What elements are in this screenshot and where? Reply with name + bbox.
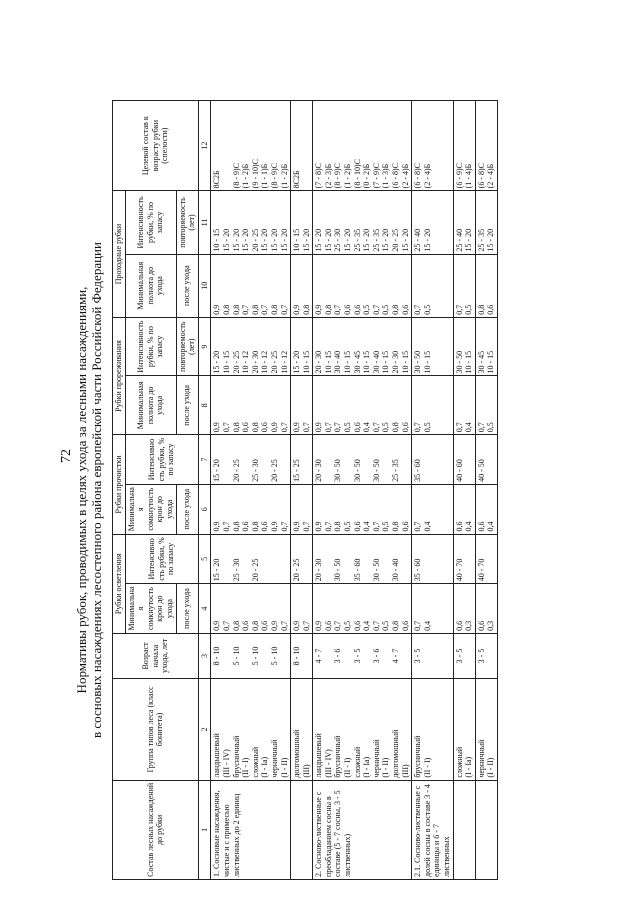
cell-target-composition: 8С2Б [291, 101, 313, 191]
cell-c11: 25 - 40 15 - 20 [412, 191, 453, 254]
column-number: 1 [198, 780, 211, 879]
cell-c10: 0,9 0,8 0,8 0,7 0,8 0,7 0,8 0,7 [211, 254, 291, 317]
cell-forest-group: сложный (I - Ia) [453, 679, 475, 781]
cell-start-age: 3 - 5 [475, 633, 497, 678]
header-after-4: после ухода [176, 584, 198, 634]
table-row [453, 101, 475, 880]
document-title [74, 90, 104, 890]
header-after-6: после ухода [176, 484, 198, 534]
table-row [313, 101, 412, 880]
cell-c9: 20 - 30 10 - 15 30 - 40 10 - 15 30 - 45 10 - 15 30 - 40 10 - 15 20 - 30 10 - 15 [313, 317, 412, 376]
header-repeat-9: повторяемость (лет) [176, 317, 198, 376]
header-min-density-4: Минимальная сомкнутость крон до ухода [125, 584, 176, 634]
cell-c10: 0,9 0,8 [291, 254, 313, 317]
cell-start-age: 8 - 10 [291, 633, 313, 678]
cell-c7: 15 - 20 20 - 25 25 - 30 20 - 25 [211, 435, 291, 485]
header-min-fullness-8: Минимальная полнота до ухода [125, 376, 176, 435]
cell-c7: 15 - 25 [291, 435, 313, 485]
column-number-row [198, 101, 211, 880]
cell-composition: 2. Сосново-лиственные с преобладанием сосны в составе (5 - 7 сосны, 3 - 5 лиственных) [313, 780, 412, 879]
cell-c4: 0,6 0,3 [453, 584, 475, 634]
cell-forest-group: черничный (I - II) [475, 679, 497, 781]
cell-c6: 0,9 0,7 [291, 484, 313, 534]
cell-c9: 15 - 20 10 - 15 [291, 317, 313, 376]
column-number: 9 [198, 317, 211, 376]
cell-composition: 1. Сосновые насаждения, чистые и с примесью лиственных до 2 единиц [211, 780, 291, 879]
header-composition: Состав лесных насаждений до рубки [113, 780, 199, 879]
cell-forest-group: долгомошный (III) [291, 679, 313, 781]
cell-target-composition: (6 - 8)С (2 - 4)Б [412, 101, 453, 191]
header-intensity-7: Интенсивность рубки, % по запасу [125, 435, 198, 485]
header-osvetlenie: Рубки осветления [113, 534, 126, 633]
cell-c8: 0,7 0,5 [475, 376, 497, 435]
cell-c11: 25 - 35 15 - 20 [475, 191, 497, 254]
cell-c7: 40 - 60 [453, 435, 475, 485]
cell-c6: 0,7 0,4 [412, 484, 453, 534]
cell-c5: 40 - 70 [453, 534, 475, 584]
cell-start-age: 3 - 5 [453, 633, 475, 678]
cell-c9: 15 - 20 10 - 15 20 - 25 10 - 12 20 - 30 10 - 12 20 - 25 10 - 12 [211, 317, 291, 376]
page-number: 72 [59, 449, 74, 463]
cell-c10: 0,9 0,8 0,7 0,6 0,6 0,5 0,7 0,5 0,8 0,6 [313, 254, 412, 317]
cell-c5: 15 - 20 25 - 30 20 - 25 [211, 534, 291, 584]
table-row [412, 101, 453, 880]
cell-c6: 0,9 0,7 0,8 0,6 0,8 0,6 0,9 0,7 [211, 484, 291, 534]
header-prokhodnye: Проходные рубки [113, 191, 126, 317]
cell-target-composition: (7 - 8)С (2 - 3)Б (8 - 9)С (1 - 2)Б (8 - 10)С (0 - 2)Б (7 - 9)С (1 - 3)Б (6 - 8)С (2 - 4)Б [313, 101, 412, 191]
header-intensity-11: Интенсивность рубки, % по запасу [125, 191, 176, 254]
cell-composition [291, 780, 313, 879]
cell-c8: 0,7 0,5 [412, 376, 453, 435]
header-prochistka: Рубки прочистки [113, 435, 126, 534]
cell-c7: 35 - 60 [412, 435, 453, 485]
cell-c7: 40 - 50 [475, 435, 497, 485]
cell-c5: 20 - 30 30 - 50 35 - 60 30 - 50 30 - 40 [313, 534, 412, 584]
header-target-composition: Целевой состав к возрасту рубки (спелости) [113, 101, 199, 191]
cell-target-composition: (6 - 9)С (1 - 4)Б [453, 101, 475, 191]
header-intensity-9: Интенсивность рубки, % по запасу [125, 317, 176, 376]
cell-composition [475, 780, 497, 879]
cell-c6: 0,6 0,4 [453, 484, 475, 534]
table-row [211, 101, 291, 880]
cell-c5: 40 - 70 [475, 534, 497, 584]
cell-c10: 0,7 0,5 [412, 254, 453, 317]
cell-target-composition: (6 - 8)С (2 - 4)Б [475, 101, 497, 191]
cell-c7: 20 - 30 30 - 50 30 - 50 30 - 50 25 - 35 [313, 435, 412, 485]
title-line-2: в сосновых насаждениях лесостепного района европейской части Российской Федерации [89, 242, 104, 738]
column-number: 12 [198, 101, 211, 191]
header-after-10: после ухода [176, 254, 198, 317]
cell-forest-group: ландышевый (III - IV) брусничный (II - I) сложный (I - Ia) черничный (I - II) [211, 679, 291, 781]
cell-forest-group: ландышевый (III - IV) брусничный (II - I) сложный (I - Ia) черничный (I - II) долгомошный (III) [313, 679, 412, 781]
cell-c11: 25 - 40 15 - 20 [453, 191, 475, 254]
cell-forest-group: брусничный (II - I) [412, 679, 453, 781]
column-number: 4 [198, 584, 211, 634]
cell-composition: 2.1. Сосново-лиственные с долей сосны в составе 3 - 4 единицы и 6 - 7 лиственных [412, 780, 453, 879]
header-prorezhivanie: Рубки прореживания [113, 317, 126, 434]
cell-c4: 0,7 0,4 [412, 584, 453, 634]
header-min-density-6: Минимальная сомкнутость крон до ухода [125, 484, 176, 534]
cell-composition [453, 780, 475, 879]
table-row [475, 101, 497, 880]
column-number: 6 [198, 484, 211, 534]
cell-c9: 30 - 50 10 - 15 [453, 317, 475, 376]
column-number: 3 [198, 633, 211, 678]
cell-c5: 35 - 60 [412, 534, 453, 584]
cell-c8: 0,9 0,7 0,7 0,5 0,6 0,4 0,7 0,5 0,8 0,6 [313, 376, 412, 435]
cell-start-age: 4 - 7 3 - 6 3 - 5 3 - 6 4 - 7 [313, 633, 412, 678]
cell-c5: 20 - 25 [291, 534, 313, 584]
cell-c6: 0,6 0,4 [475, 484, 497, 534]
column-number: 11 [198, 191, 211, 254]
header-intensity-5: Интенсивность рубки, % по запасу [125, 534, 198, 584]
cell-c11: 15 - 20 15 - 20 25 - 30 15 - 20 25 - 35 15 - 20 25 - 35 15 - 20 20 - 25 15 - 20 [313, 191, 412, 254]
header-forest-group: Группа типов леса (класс бонитета) [113, 679, 199, 781]
cell-target-composition: 8С2Б (8 - 9)С (1 - 2)Б (9 - 10)С (1 - 1)Б (8 - 9)С (1 - 2)Б [211, 101, 291, 191]
table-row [291, 101, 313, 880]
cell-c8: 0,9 0,7 [291, 376, 313, 435]
cell-c6: 0,9 0,7 0,8 0,5 0,6 0,4 0,7 0,5 0,8 0,6 [313, 484, 412, 534]
header-start-age: Возраст начала ухода, лет [113, 633, 199, 678]
cell-c8: 0,7 0,4 [453, 376, 475, 435]
cell-c4: 0,9 0,7 0,8 0,6 0,8 0,6 0,9 0,7 [211, 584, 291, 634]
header-repeat-11: повторяемость (лет) [176, 191, 198, 254]
cell-c4: 0,9 0,6 0,7 0,5 0,6 0,4 0,7 0,5 0,8 0,6 [313, 584, 412, 634]
column-number: 8 [198, 376, 211, 435]
cell-c10: 0,8 0,6 [475, 254, 497, 317]
cell-start-age: 3 - 5 [412, 633, 453, 678]
cell-c11: 10 - 15 15 - 20 15 - 20 15 - 20 20 - 25 15 - 20 15 - 20 15 - 20 [211, 191, 291, 254]
cell-c8: 0,9 0,7 0,8 0,6 0,8 0,6 0,9 0,7 [211, 376, 291, 435]
title-line-1: Нормативы рубок, проводимых в целях ухода за лесными насаждениями, [74, 286, 89, 694]
column-number: 2 [198, 679, 211, 781]
cell-c4: 0,9 0,7 [291, 584, 313, 634]
column-number: 7 [198, 435, 211, 485]
header-after-8: после ухода [176, 376, 198, 435]
header-min-fullness-10: Минимальная полнота до ухода [125, 254, 176, 317]
cell-c9: 30 - 45 10 - 15 [475, 317, 497, 376]
column-number: 10 [198, 254, 211, 317]
cell-c9: 30 - 50 10 - 15 [412, 317, 453, 376]
cell-start-age: 8 - 10 5 - 10 5 - 10 5 - 10 [211, 633, 291, 678]
rotated-page-content [72, 90, 612, 890]
cell-c4: 0,6 0,3 [475, 584, 497, 634]
cell-c11: 10 - 15 15 - 20 [291, 191, 313, 254]
cell-c10: 0,7 0,5 [453, 254, 475, 317]
column-number: 5 [198, 534, 211, 584]
norms-table [112, 100, 498, 880]
